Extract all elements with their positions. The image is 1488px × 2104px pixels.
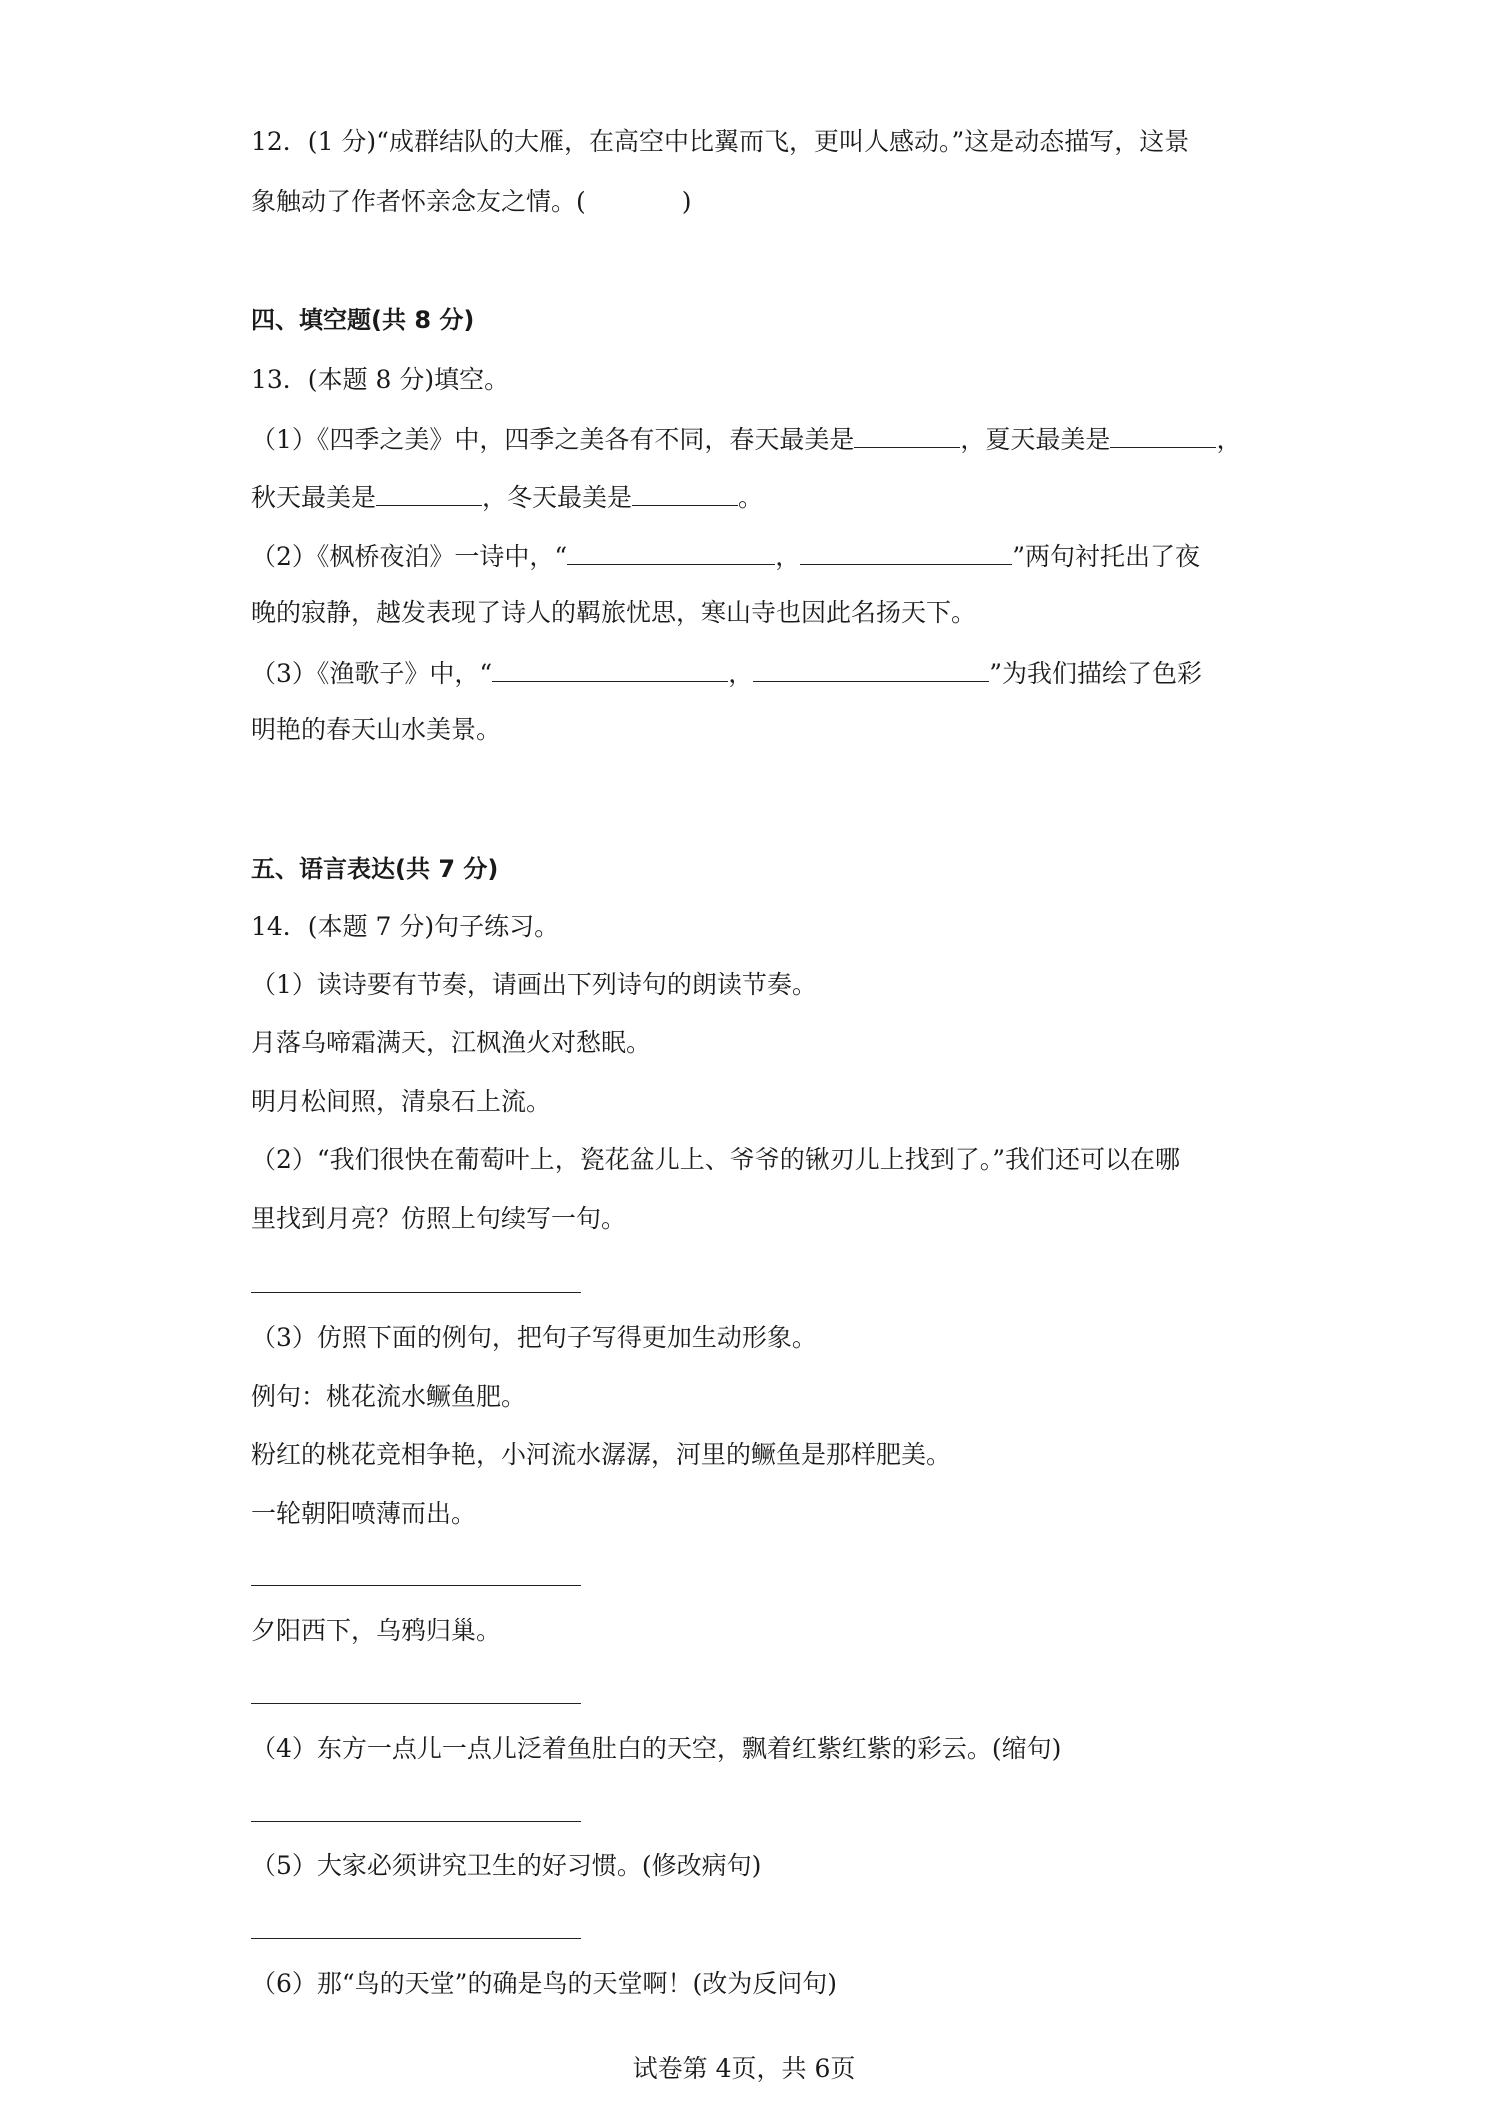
q13-part3-line2: 明艳的春天山水美景。: [251, 715, 502, 744]
q14-part3-expanded: 粉红的桃花竞相争艳，小河流水潺潺，河里的鳜鱼是那样肥美。: [251, 1440, 952, 1469]
q13-p1-text-e: ，冬天最美是: [482, 483, 633, 512]
q13-p1-text-d: 秋天最美是: [251, 483, 377, 512]
q14-part3-answer-line2[interactable]: [251, 1703, 581, 1704]
q13-p3-blank-2[interactable]: [753, 655, 989, 682]
q13-part2-line2: 晚的寂静，越发表现了诗人的羁旅忧思，寒山寺也因此名扬天下。: [251, 598, 977, 627]
q14-part4-answer-line[interactable]: [251, 1821, 581, 1822]
q13-p1-text-b: ，夏天最美是: [960, 425, 1111, 454]
q14-part5: （5）大家必须讲究卫生的好习惯。(修改病句): [251, 1851, 762, 1880]
q14-poem-line1: 月落乌啼霜满天，江枫渔火对愁眠。: [251, 1028, 652, 1057]
q14-part2-line1: （2）“我们很快在葡萄叶上，瓷花盆儿上、爷爷的锹刃儿上找到了。”我们还可以在哪: [251, 1145, 1180, 1174]
q13-p1-blank-spring[interactable]: [854, 421, 960, 448]
q13-p1-blank-winter[interactable]: [632, 479, 738, 506]
q13-p3-text-b: ，: [728, 659, 754, 688]
q13-part1-line1: [251, 421, 1241, 457]
q13-p3-text-c: ”为我们描绘了色彩: [989, 659, 1202, 688]
q14-part3: （3）仿照下面的例句，把句子写得更加生动形象。: [251, 1323, 817, 1352]
q14-part3-answer-line1[interactable]: [251, 1585, 581, 1586]
q12-close-paren: ): [681, 187, 692, 216]
q13-p2-blank-1[interactable]: [567, 538, 775, 565]
q13-p3-blank-1[interactable]: [492, 655, 728, 682]
q14-part2-answer-line[interactable]: [251, 1292, 581, 1293]
q13-p1-blank-autumn[interactable]: [376, 479, 482, 506]
q13-part1-line2: [251, 479, 763, 515]
q14-part2-line2: 里找到月亮？仿照上句续写一句。: [251, 1204, 627, 1233]
q13-p2-blank-2[interactable]: [800, 538, 1012, 565]
q13-p2-text-a: （2）《枫桥夜泊》一诗中，“: [251, 542, 568, 571]
section4-heading: 四、填空题(共 8 分): [251, 306, 475, 334]
q14-part3-prompt2: 夕阳西下，乌鸦归巢。: [251, 1616, 502, 1645]
q14-part1: （1）读诗要有节奏，请画出下列诗句的朗读节奏。: [251, 970, 817, 999]
q13-p1-text-a: （1）《四季之美》中，四季之美各有不同，春天最美是: [251, 425, 855, 454]
q13-part3-line1: [251, 655, 1202, 691]
section5-heading: 五、语言表达(共 7 分): [251, 855, 499, 883]
q14-part6: （6）那“鸟的天堂”的确是鸟的天堂啊！(改为反问句): [251, 1969, 837, 1998]
q13-p3-text-a: （3）《渔歌子》中，“: [251, 659, 493, 688]
q14-part5-answer-line[interactable]: [251, 1938, 581, 1939]
q13-p1-blank-summer[interactable]: [1110, 421, 1216, 448]
q14-part3-example: 例句：桃花流水鳜鱼肥。: [251, 1382, 527, 1411]
q14-stem: 14．(本题 7 分)句子练习。: [251, 912, 560, 941]
q13-p2-text-c: ”两句衬托出了夜: [1012, 542, 1201, 571]
page-footer: 试卷第 4页，共 6页: [632, 2054, 856, 2083]
q12-line2-text: 象触动了作者怀亲念友之情。(: [251, 187, 586, 216]
q13-part2-line1: [251, 538, 1200, 574]
q13-p1-text-f: 。: [738, 483, 764, 512]
q13-p2-text-b: ，: [775, 542, 801, 571]
q12-line2: [251, 185, 692, 219]
q14-part4: （4）东方一点儿一点儿泛着鱼肚白的天空，飘着红紫红紫的彩云。(缩句): [251, 1734, 1062, 1763]
q13-p1-text-c: ，: [1216, 425, 1242, 454]
q14-part3-prompt1: 一轮朝阳喷薄而出。: [251, 1499, 477, 1528]
q14-poem-line2: 明月松间照，清泉石上流。: [251, 1087, 552, 1116]
q12-line1: 12．(1 分)“成群结队的大雁，在高空中比翼而飞，更叫人感动。”这是动态描写，这景: [251, 127, 1190, 156]
q13-stem: 13．(本题 8 分)填空。: [251, 365, 510, 394]
